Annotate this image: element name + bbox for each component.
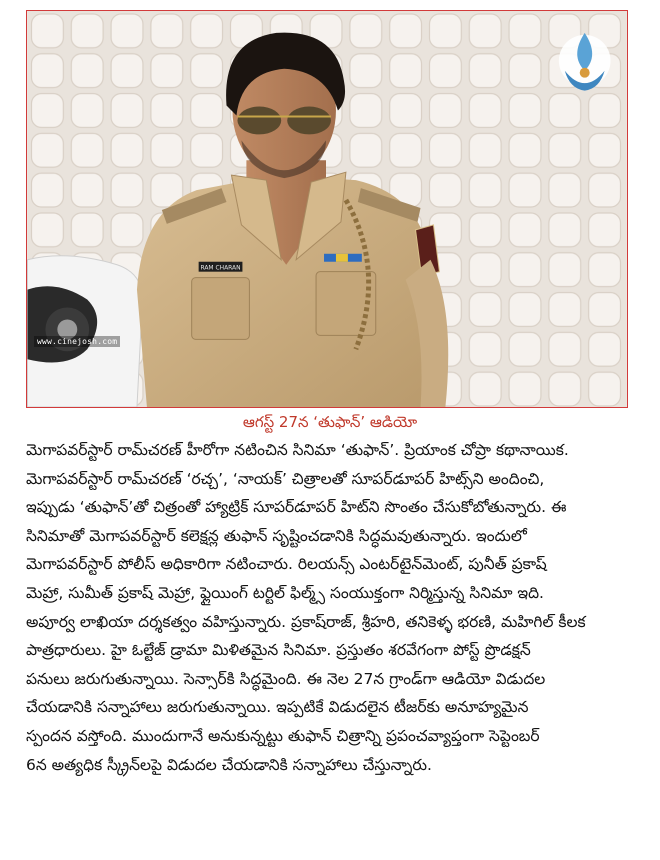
article-body: [26, 436, 638, 779]
article-line: పనులు జరుగుతున్నాయి. సెన్సార్‌కి సిద్ధమైంది. ఈ నెల 27న గ్రాండ్‌గా ఆడియో విడుదల: [26, 669, 546, 688]
photo-watermark: www.cinejosh.com: [34, 336, 120, 347]
article-line: మెగాపవర్‌స్టార్ రామ్‌చరణ్ ‘రచ్చ’, ‘నాయక్’ చిత్రాలతో సూపర్‌డూపర్ హిట్స్‌ని అందించి,: [26, 469, 545, 488]
article-line: అపూర్వ లాఖియా దర్శకత్వం వహిస్తున్నారు. ప్రకాష్‌రాజ్, శ్రీహరి, తనికెళ్ళ భరణి, మహిగిల్ కీలక: [26, 612, 586, 631]
article-line: స్పందన వస్తోంది. ముందుగానే అనుకున్నట్టు తుఫాన్ చిత్రాన్ని ప్రపంచవ్యాప్తంగా సెప్టెంబర్: [26, 726, 540, 745]
article-line: మెగాపవర్‌స్టార్ రామ్‌చరణ్ హీరోగా నటించిన సినిమా ‘తుఫాన్’. ప్రియాంక చోప్రా కథానాయిక.: [26, 441, 569, 459]
uniform-name-tag: RAM CHARAN: [200, 264, 241, 272]
article-line: ఇప్పుడు ‘తుఫాన్’తో చిత్రంతో హ్యాట్రిక్ సూపర్‌డూపర్ హిట్‌ని సొంతం చేసుకోబోతున్నారు. ఈ: [26, 498, 567, 517]
article-line: చేయడానికి సన్నాహాలు జరుగుతున్నాయి. ఇప్పటికే విడుదలైన టీజర్‌కు అనూహ్యమైన: [26, 698, 529, 717]
article-line: పాత్రధారులు. హై ఓల్టేజ్ డ్రామా మిళితమైన సినిమా. ప్రస్తుతం శరవేగంగా పోస్ట్ ప్రొడక్షన్: [26, 641, 531, 660]
photo-caption: ఆగస్ట్ 27న ‘తుఫాన్’ ఆడియో: [242, 413, 418, 431]
hero-photo: [26, 10, 628, 408]
article-line: మెగాపవర్‌స్టార్ పోలీస్ అధికారిగా నటించారు. రిలయన్స్ ఎంటర్‌టైన్‌మెంట్, పునీత్ ప్రకాష్: [26, 555, 547, 574]
article-line: సినిమాతో మెగాపవర్‌స్టార్ కలెక్షన్ల తుఫాన్ సృష్టించడానికి సిద్ధమవుతున్నారు. ఇందులో: [26, 526, 527, 545]
article-line: 6న అత్యధిక స్క్రీన్‌లపై విడుదల చేయడానికి సన్నాహాలు చేస్తున్నారు.: [26, 755, 432, 774]
article-line: మెహ్రా, సుమీత్ ప్రకాష్ మెహ్రా, ఫ్లైయింగ్ టర్టిల్ ఫిల్మ్స్ సంయుక్తంగా నిర్మిస్తున్న సినిమా ఇది.: [26, 583, 544, 602]
actor-in-police-uniform-illustration: [27, 11, 627, 407]
